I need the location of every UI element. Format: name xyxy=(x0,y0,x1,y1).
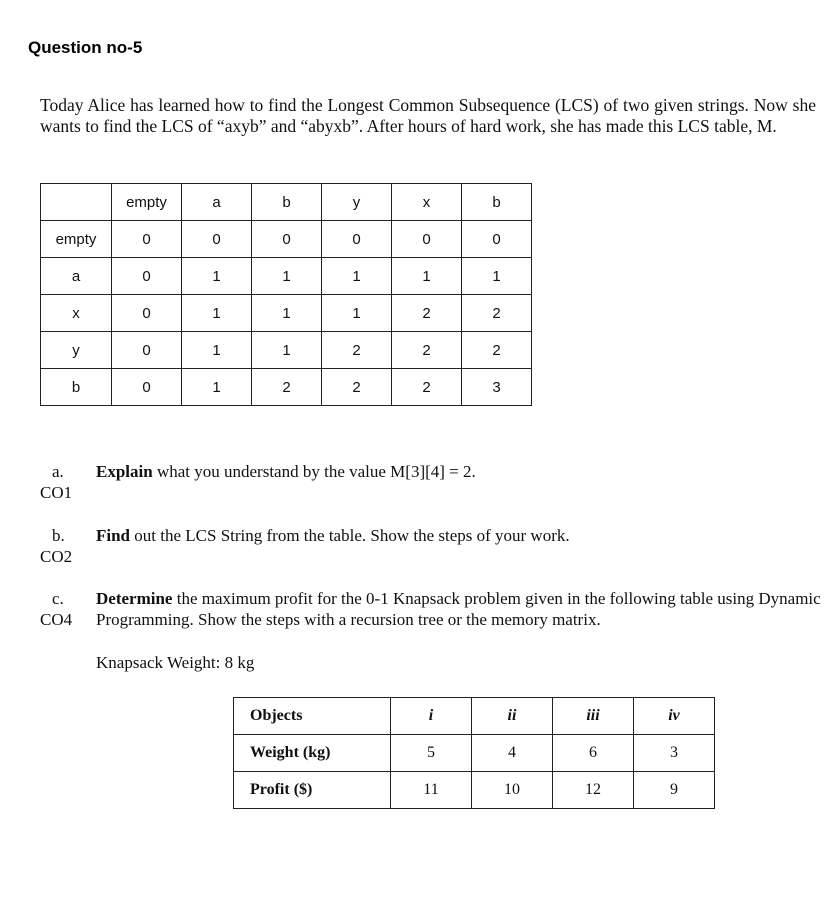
question-verb: Explain xyxy=(96,462,153,481)
knapsack-weight-cell: 5 xyxy=(391,735,472,772)
question-marker xyxy=(40,461,90,503)
lcs-cell: 0 xyxy=(112,221,182,258)
knapsack-profit-cell: 11 xyxy=(391,772,472,809)
lcs-cell: 1 xyxy=(322,258,392,295)
lcs-cell: 2 xyxy=(392,332,462,369)
lcs-cell: 0 xyxy=(322,221,392,258)
knapsack-object-cell: ii xyxy=(472,698,553,735)
lcs-cell: 2 xyxy=(392,295,462,332)
lcs-cell: 1 xyxy=(252,332,322,369)
course-outcome-tag: CO1 xyxy=(40,483,73,502)
question-body: out the LCS String from the table. Show the steps of your work. xyxy=(130,526,570,545)
lcs-row xyxy=(41,332,532,369)
course-outcome-tag: CO2 xyxy=(40,547,73,566)
lcs-cell: 3 xyxy=(462,369,532,406)
lcs-row-label: a xyxy=(41,258,112,295)
question-letter: a. xyxy=(52,462,64,481)
lcs-header-row xyxy=(41,184,532,221)
question-body: what you understand by the value M[3][4] = 2. xyxy=(152,462,476,481)
knapsack-weight-row xyxy=(234,735,715,772)
lcs-row xyxy=(41,221,532,258)
lcs-cell: 0 xyxy=(112,295,182,332)
lcs-cell: 0 xyxy=(392,221,462,258)
knapsack-weight-cell: 3 xyxy=(634,735,715,772)
lcs-cell: 0 xyxy=(112,258,182,295)
lcs-cell: 0 xyxy=(252,221,322,258)
knapsack-weight-cell: 4 xyxy=(472,735,553,772)
lcs-cell: 2 xyxy=(462,332,532,369)
knapsack-objects-row xyxy=(234,698,715,735)
lcs-header-cell: empty xyxy=(112,184,182,221)
lcs-cell: 2 xyxy=(322,332,392,369)
lcs-row-label: b xyxy=(41,369,112,406)
question-text xyxy=(96,461,836,482)
knapsack-object-cell: iv xyxy=(634,698,715,735)
question-marker xyxy=(40,525,90,567)
knapsack-row-label: Objects xyxy=(234,698,391,735)
lcs-cell: 1 xyxy=(182,332,252,369)
lcs-row-label: empty xyxy=(41,221,112,258)
knapsack-weight-cell: 6 xyxy=(553,735,634,772)
lcs-cell: 1 xyxy=(182,258,252,295)
question-text xyxy=(96,588,836,630)
intro-paragraph: Today Alice has learned how to find the Longest Common Subsequence (LCS) of two given strings. Now she wants to find the LCS of “axyb” and “abyxb”. After hours of hard work, she has made this LCS table, M. xyxy=(40,95,816,136)
knapsack-object-cell: iii xyxy=(553,698,634,735)
knapsack-row-label: Profit ($) xyxy=(234,772,391,809)
lcs-cell: 1 xyxy=(322,295,392,332)
knapsack-profit-cell: 10 xyxy=(472,772,553,809)
course-outcome-tag: CO4 xyxy=(40,610,73,629)
lcs-cell: 0 xyxy=(462,221,532,258)
lcs-cell: 1 xyxy=(252,295,322,332)
knapsack-object-cell: i xyxy=(391,698,472,735)
question-letter: b. xyxy=(52,526,65,545)
lcs-cell: 0 xyxy=(182,221,252,258)
knapsack-profit-row xyxy=(234,772,715,809)
lcs-cell: 1 xyxy=(392,258,462,295)
lcs-cell: 1 xyxy=(252,258,322,295)
knapsack-table xyxy=(233,697,715,809)
question-letter: c. xyxy=(52,589,64,608)
lcs-row-label: x xyxy=(41,295,112,332)
knapsack-weight-label: Knapsack Weight: 8 kg xyxy=(96,653,255,672)
lcs-cell: 2 xyxy=(322,369,392,406)
lcs-header-cell xyxy=(41,184,112,221)
question-verb: Find xyxy=(96,526,131,545)
lcs-row xyxy=(41,369,532,406)
lcs-cell: 1 xyxy=(182,369,252,406)
lcs-cell: 0 xyxy=(112,369,182,406)
lcs-cell: 1 xyxy=(462,258,532,295)
lcs-cell: 2 xyxy=(252,369,322,406)
lcs-row-label: y xyxy=(41,332,112,369)
question-heading: Question no-5 xyxy=(28,38,143,57)
question-verb: Determine xyxy=(96,589,173,608)
question-text xyxy=(96,525,836,546)
lcs-table xyxy=(40,183,532,406)
lcs-header-cell: b xyxy=(462,184,532,221)
lcs-cell: 0 xyxy=(112,332,182,369)
knapsack-profit-cell: 9 xyxy=(634,772,715,809)
question-body: the maximum profit for the 0-1 Knapsack problem given in the following table using Dynamic Programming. Show the steps with a recursion tree or the memory matrix. xyxy=(96,589,821,629)
lcs-header-cell: b xyxy=(252,184,322,221)
knapsack-row-label: Weight (kg) xyxy=(234,735,391,772)
lcs-cell: 2 xyxy=(392,369,462,406)
lcs-header-cell: x xyxy=(392,184,462,221)
lcs-header-cell: y xyxy=(322,184,392,221)
lcs-row xyxy=(41,295,532,332)
lcs-header-cell: a xyxy=(182,184,252,221)
knapsack-profit-cell: 12 xyxy=(553,772,634,809)
lcs-row xyxy=(41,258,532,295)
lcs-cell: 2 xyxy=(462,295,532,332)
question-marker xyxy=(40,588,90,630)
lcs-cell: 1 xyxy=(182,295,252,332)
